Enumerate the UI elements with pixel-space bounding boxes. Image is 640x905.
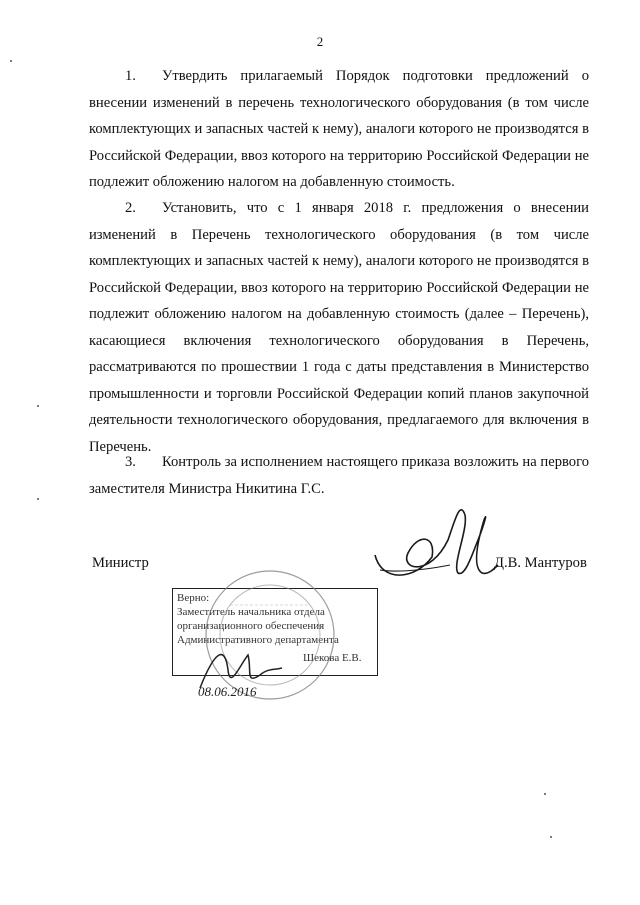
page-number: 2 bbox=[316, 34, 324, 49]
paragraph-3 bbox=[89, 449, 589, 502]
visa-line: организационного обеспечения bbox=[177, 620, 325, 632]
minister-signature bbox=[360, 495, 500, 585]
scan-speck bbox=[544, 793, 546, 795]
scan-speck bbox=[550, 836, 552, 838]
visa-signature bbox=[190, 640, 290, 700]
paragraph-number: 2. bbox=[125, 200, 136, 216]
visa-signer: Шекова Е.В. bbox=[303, 652, 362, 664]
paragraph-number: 1. bbox=[125, 68, 136, 84]
paragraph-text: Контроль за исполнением настоящего приказа возложить на первого заместителя Министра Никитина Г.С. bbox=[89, 454, 589, 497]
signatory-name: Д.В. Мантуров bbox=[494, 555, 587, 571]
paragraph-2 bbox=[89, 195, 589, 460]
scan-speck bbox=[10, 60, 12, 62]
paragraph-1 bbox=[89, 63, 589, 196]
visa-line: Заместитель начальника отдела bbox=[177, 606, 325, 618]
visa-line: Административного департамента bbox=[177, 634, 339, 646]
paragraph-number: 3. bbox=[125, 454, 136, 470]
signatory-role: Министр bbox=[92, 555, 149, 571]
visa-line: Верно: bbox=[177, 592, 210, 604]
visa-date: 08.06.2016 bbox=[198, 684, 257, 699]
paragraph-text: Утвердить прилагаемый Порядок подготовки предложений о внесении изменений в перечень технологического оборудования (в том числе комплектующих и запасных частей к нему), аналоги которого не производятся в Российской Федерации, ввоз которого на территорию Российской Федерации не подлежит обложению налогом на добавленную стоимость. bbox=[89, 68, 589, 190]
scan-speck bbox=[37, 498, 39, 500]
paragraph-text: Установить, что с 1 января 2018 г. предложения о внесении изменений в Перечень технологического оборудования (в том числе комплектующих и запасных частей к нему), аналоги которого не производятся в Российской Федерации, ввоз которого на территорию Российской Федерации не подлежит обложению налогом на добавленную стоимость (далее – Перечень), касающиеся включения технологического оборудования в Перечень, рассматриваются по прошествии 1 года с даты представления в Министерство промышленности и торговли Российской Федерации копий планов закупочной деятельности технологического оборудования, предлагаемого для включения в Перечень. bbox=[89, 200, 589, 455]
scan-speck bbox=[37, 405, 39, 407]
